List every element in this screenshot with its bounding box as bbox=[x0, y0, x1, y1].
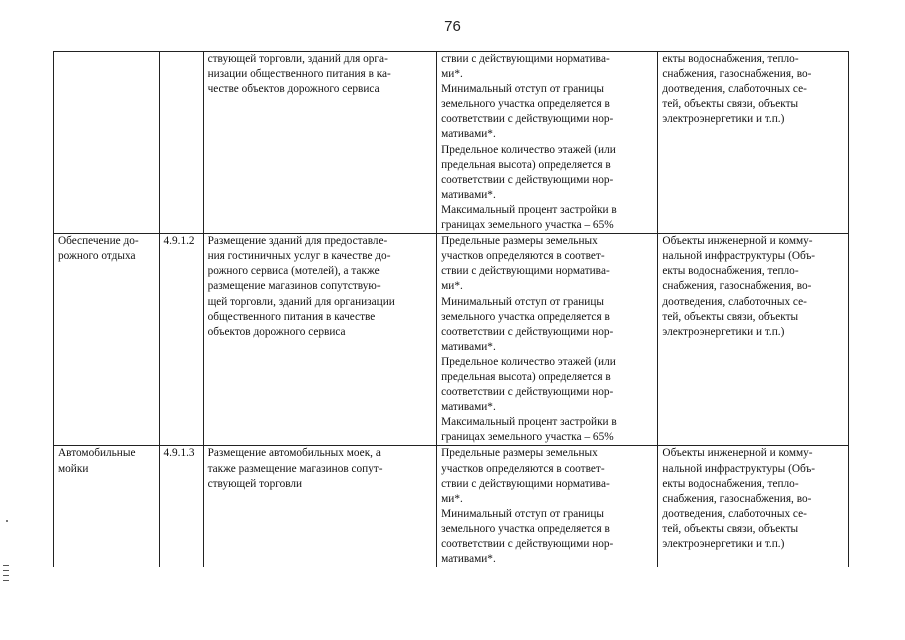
scan-mark-line bbox=[3, 575, 9, 576]
page-number: 76 bbox=[444, 18, 461, 35]
parameters-cell bbox=[437, 446, 658, 567]
description-cell bbox=[203, 52, 437, 234]
description-cell bbox=[203, 234, 437, 446]
use-code-text: 4.9.1.2 bbox=[163, 235, 195, 248]
description-text: Размещение зданий для предоставле- ния гостиничных услуг в качестве до- рожного сервиса (мотелей), а также размещение магазинов сопутствую- щей торговли, зданий для организации общественного питания в качестве объектов дорожного сервиса bbox=[207, 235, 395, 338]
use-name-text: Обеспечение до- рожного отдыха bbox=[58, 235, 139, 263]
scan-artifact-dot bbox=[6, 520, 8, 522]
use-name-cell bbox=[54, 446, 160, 567]
description-text: Размещение автомобильных моек, а также размещение магазинов сопут- ствующей торговли bbox=[207, 447, 383, 490]
infrastructure-cell bbox=[658, 234, 849, 446]
use-name-text: Автомобильные мойки bbox=[58, 447, 136, 475]
scan-mark-line bbox=[3, 580, 9, 581]
parameters-text: Предельные размеры земельных участков определяются в соответ- ствии с действующими нормативa- ми*. Минимальный отступ от границы земельного участка определяется в соответствии с действующими нор- мативами*. bbox=[441, 447, 614, 566]
infrastructure-cell bbox=[658, 446, 849, 567]
table-row bbox=[54, 446, 849, 567]
scan-mark-line bbox=[3, 570, 9, 571]
table-row bbox=[54, 52, 849, 234]
use-name-cell bbox=[54, 234, 160, 446]
use-code-text: 4.9.1.3 bbox=[163, 447, 195, 460]
use-code-cell bbox=[159, 234, 203, 446]
parameters-text: Предельные размеры земельных участков определяются в соответ- ствии с действующими нормативa- ми*. Минимальный отступ от границы земельного участка определяется в соответствии с действующими нор- мативами*. Предельное количество этажей (или предельная высота) определяется в соответствии с действующими нор- мативами*. Максимальный процент застройки в границах земельного участка – 65% bbox=[441, 235, 617, 444]
infrastructure-text: Объекты инженерной и комму- нальной инфраструктуры (Объ- екты водоснабжения, тепло- снабжения, газоснабжения, во- доотведения, слаботочных се- тей, объекты связи, объекты электроэнергетики и т.п.) bbox=[662, 235, 816, 338]
scan-mark-line bbox=[3, 565, 9, 566]
use-code-cell bbox=[159, 52, 203, 234]
infrastructure-cell bbox=[658, 52, 849, 234]
description-text: ствующей торговли, зданий для орга- низации общественного питания в ка- честве объектов дорожного сервиса bbox=[207, 53, 391, 96]
use-name-cell bbox=[54, 52, 160, 234]
description-cell bbox=[203, 446, 437, 567]
parameters-text: ствии с действующими нормативa- ми*. Минимальный отступ от границы земельного участка определяется в соответствии с действующими нор- мативами*. Предельное количество этажей (или предельная высота) определяется в соответствии с действующими нор- мативами*. Максимальный процент застройки в границах земельного участка – 65% bbox=[441, 53, 617, 232]
table-row bbox=[54, 234, 849, 446]
infrastructure-text: Объекты инженерной и комму- нальной инфраструктуры (Объ- екты водоснабжения, тепло- снабжения, газоснабжения, во- доотведения, слаботочных се- тей, объекты связи, объекты электроэнергетики и т.п.) bbox=[662, 447, 816, 550]
infrastructure-text: екты водоснабжения, тепло- снабжения, газоснабжения, во- доотведения, слаботочных се- тей, объекты связи, объекты электроэнергетики и т.п.) bbox=[662, 53, 812, 126]
land-use-table bbox=[53, 51, 849, 567]
scan-artifact-marks bbox=[3, 565, 9, 585]
use-code-cell bbox=[159, 446, 203, 567]
parameters-cell bbox=[437, 52, 658, 234]
parameters-cell bbox=[437, 234, 658, 446]
